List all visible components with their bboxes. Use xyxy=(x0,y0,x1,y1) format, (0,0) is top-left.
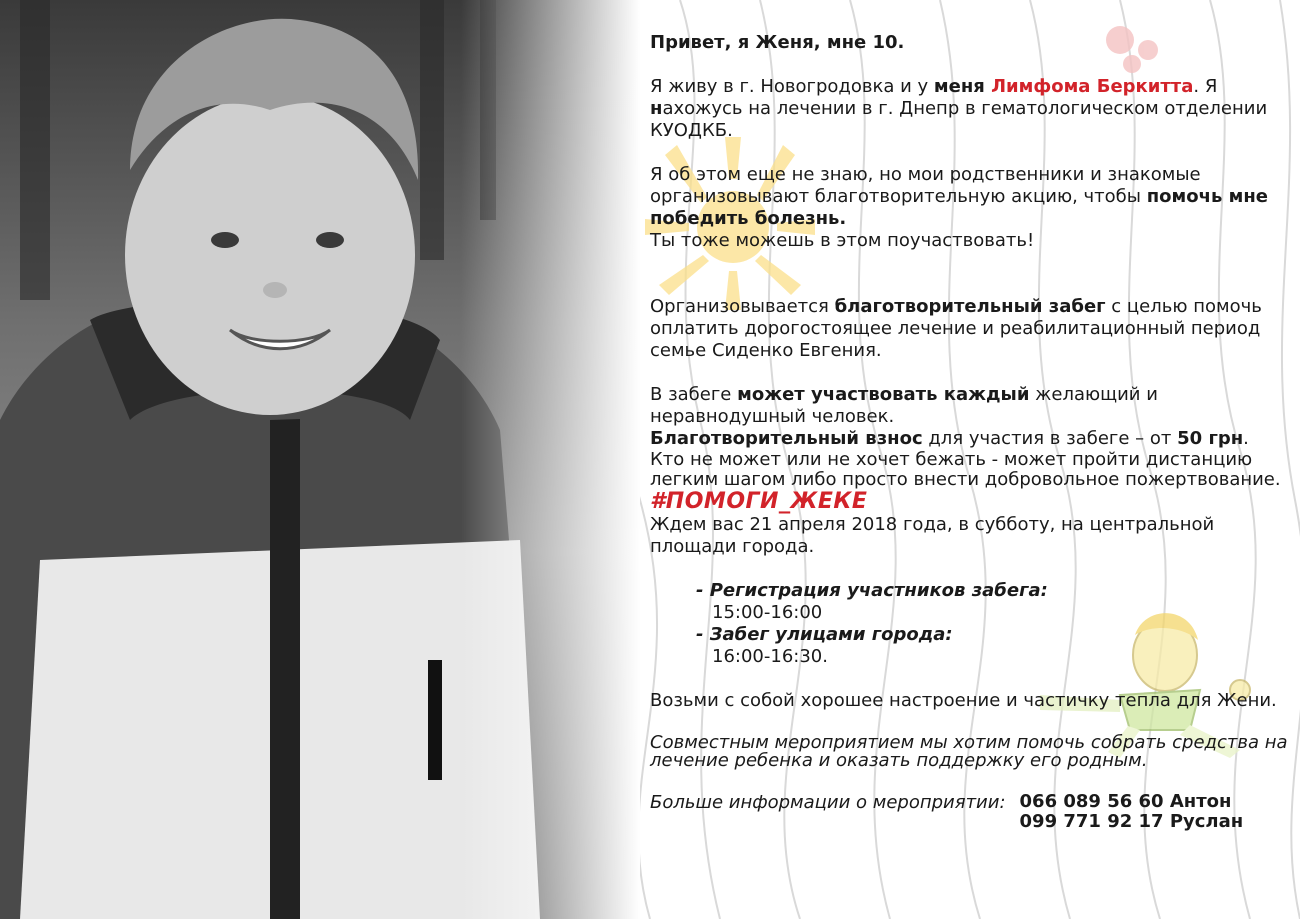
text-column xyxy=(650,32,1290,832)
schedule-item-label: - Регистрация участников забега: xyxy=(696,580,1048,601)
alternative-line: Кто не может или не хочет бежать - может пройти дистанцию легким шагом либо просто внести добровольное пожертвование. xyxy=(650,449,1281,490)
about-line2: Ты тоже можешь в этом поучаствовать! xyxy=(650,230,1035,251)
intro-paragraph: Я живу в г. Новогродовка и у меня Лимфома Беркитта. Я нахожусь на лечении в г. Днепр в гематологическом отделении КУОДКБ. xyxy=(650,76,1268,141)
about-paragraph: Я об этом еще не знаю, но мои родственники и знакомые организовывают благотворительную акцию, чтобы помочь мне победить болезнь. xyxy=(650,164,1268,229)
fee-amount: 50 грн xyxy=(1177,428,1244,449)
race-paragraph: Организовывается благотворительный забег с целью помочь оплатить дорогостоящее лечение и реабилитационный период семье Сиденко Евгения. xyxy=(650,296,1262,361)
hashtag: #ПОМОГИ_ЖЕКЕ xyxy=(650,489,868,514)
bring-paragraph: Возьми с собой хорошее настроение и частичку тепла для Жени. xyxy=(650,690,1277,711)
invite-paragraph: Ждем вас 21 апреля 2018 года, в субботу, на центральной площади города. xyxy=(650,514,1215,557)
fee-line: Благотворительный взнос для участия в забеге – от 50 грн. xyxy=(650,428,1249,449)
contacts-label: Больше информации о мероприятии: xyxy=(650,792,1006,813)
closing-paragraph: Совместным мероприятием мы хотим помочь собрать средства на лечение ребенка и оказать поддержку его родным. xyxy=(650,732,1288,771)
phone-anton[interactable]: 066 089 56 60 Антон xyxy=(1019,791,1232,812)
contacts xyxy=(650,792,1290,832)
schedule-item-time: 16:00-16:30. xyxy=(712,646,828,667)
schedule xyxy=(650,580,1290,668)
boy-photo xyxy=(0,0,640,919)
schedule-item-time: 15:00-16:00 xyxy=(712,602,823,623)
phone-ruslan[interactable]: 099 771 92 17 Руслан xyxy=(1019,811,1244,832)
diagnosis: Лимфома Беркитта xyxy=(991,76,1194,97)
phone-list xyxy=(1020,792,1244,832)
participation-paragraph: В забеге может участвовать каждый желающий и неравнодушный человек. xyxy=(650,384,1158,427)
schedule-item-label: - Забег улицами города: xyxy=(696,624,953,645)
greeting: Привет, я Женя, мне 10. xyxy=(650,32,905,53)
